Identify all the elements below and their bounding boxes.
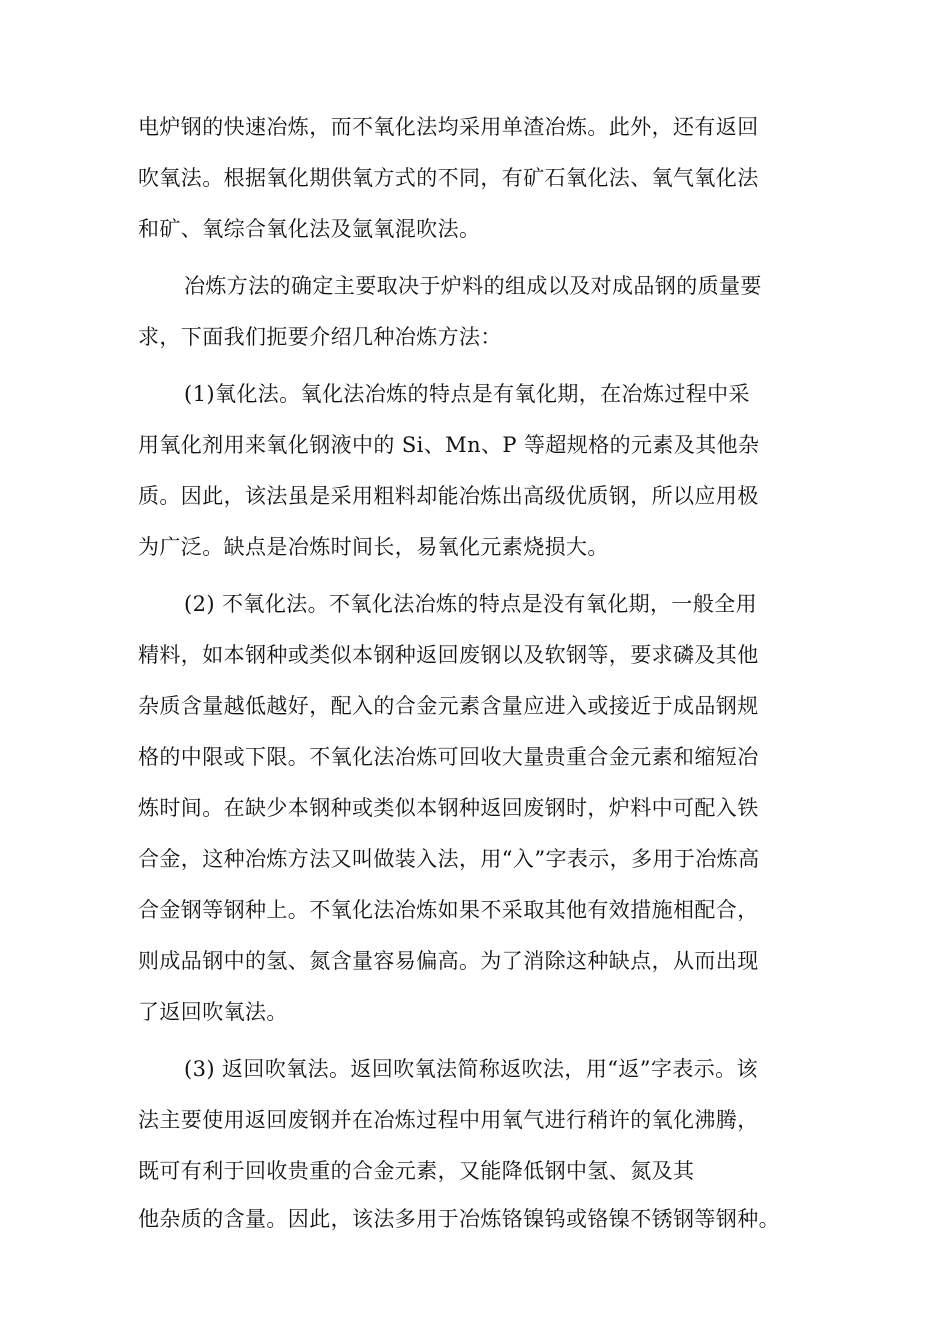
text-line: 和矿、氧综合氧化法及氩氧混吹法。 [138, 217, 481, 241]
text-line: 求，下面我们扼要介绍几种冶炼方法： [138, 325, 502, 349]
text-line: 合金，这种冶炼方法又叫做装入法，用“入”字表示，多用于冶炼高 [138, 847, 760, 871]
text-line: 格的中限或下限。不氧化法冶炼可回收大量贵重合金元素和缩短冶 [138, 745, 759, 769]
text-line: 为广泛。缺点是冶炼时间长，易氧化元素烧损大。 [138, 535, 609, 559]
paragraph-return-oxygen-blowing [138, 1044, 828, 1241]
text-line: 精料，如本钢种或类似本钢种返回废钢以及软钢等，要求磷及其他 [138, 643, 759, 667]
text-line: 则成品钢中的氢、氮含量容易偏高。为了消除这种缺点，从而出现 [138, 949, 759, 973]
paragraph-method-intro [138, 261, 828, 363]
text-line: (2) 不氧化法。不氧化法冶炼的特点是没有氧化期，一般全用 [184, 592, 758, 616]
document-body [138, 102, 828, 1241]
text-line: 合金钢等钢种上。不氧化法冶炼如果不采取其他有效措施相配合， [138, 898, 759, 922]
text-line: 冶炼方法的确定主要取决于炉料的组成以及对成品钢的质量要 [184, 274, 762, 298]
text-line: 既可有利于回收贵重的合金元素，又能降低钢中氢、氮及其 [138, 1159, 695, 1183]
text-line: 炼时间。在缺少本钢种或类似本钢种返回废钢时，炉料中可配入铁 [138, 796, 759, 820]
text-line: 了返回吹氧法。 [138, 1000, 288, 1024]
paragraph-oxidation-method [138, 369, 828, 573]
text-line: 质。因此，该法虽是采用粗料却能冶炼出高级优质钢，所以应用极 [138, 484, 759, 508]
text-line: (1)氧化法。氧化法冶炼的特点是有氧化期，在冶炼过程中采 [184, 382, 750, 406]
text-line: (3) 返回吹氧法。返回吹氧法简称返吹法，用“返”字表示。该 [184, 1057, 758, 1081]
paragraph-non-oxidation-method [138, 579, 828, 1038]
text-line: 法主要使用返回废钢并在冶炼过程中用氧气进行稍许的氧化沸腾， [138, 1108, 759, 1132]
text-line: 用氧化剂用来氧化钢液中的 Si、Mn、P 等超规格的元素及其他杂 [138, 433, 760, 457]
text-line: 电炉钢的快速冶炼，而不氧化法均采用单渣冶炼。此外，还有返回 [138, 115, 759, 139]
text-line: 吹氧法。根据氧化期供氧方式的不同，有矿石氧化法、氧气氧化法 [138, 166, 759, 190]
paragraph-continuation [138, 102, 828, 255]
text-line: 他杂质的含量。因此，该法多用于冶炼铬镍钨或铬镍不锈钢等钢种。 [138, 1207, 780, 1231]
text-line: 杂质含量越低越好，配入的合金元素含量应进入或接近于成品钢规 [138, 694, 759, 718]
